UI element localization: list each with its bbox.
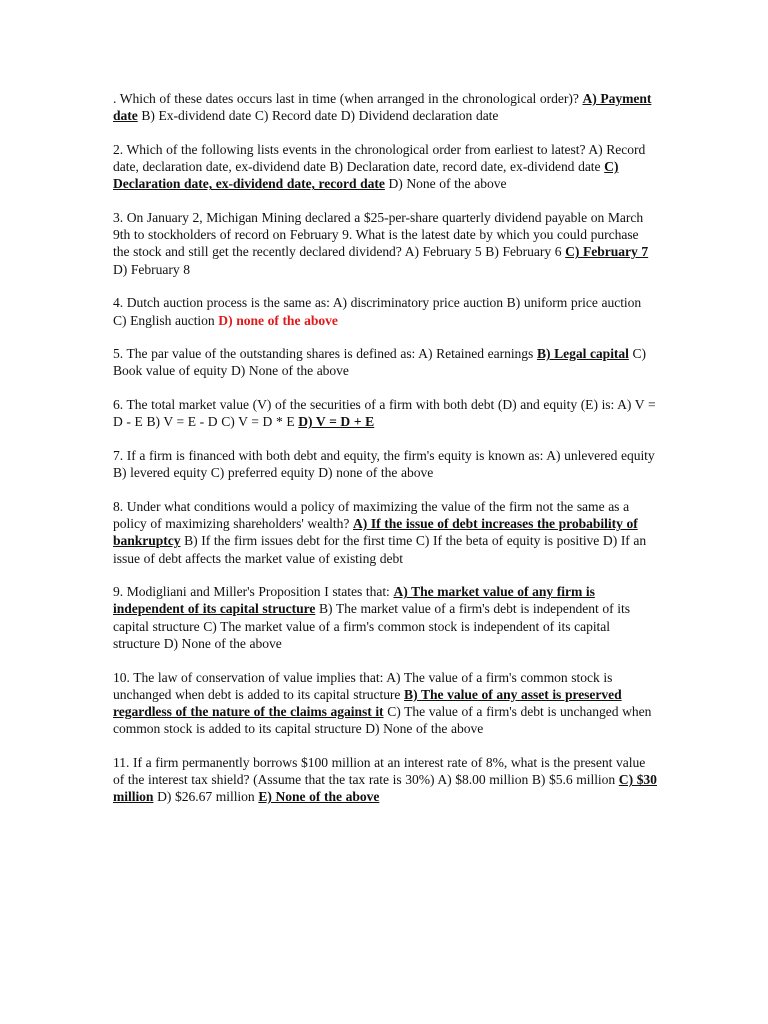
correct-answer: C) $30 million [113,772,657,805]
question-options: D) February 8 [113,261,190,277]
question-2 [113,141,658,193]
question-text: 10. The law of conservation of value implies that: A) The value of a firm's common stock is unchanged when debt is added to its capital structure [113,669,613,702]
question-options: D) $26.67 million [153,789,259,805]
correct-answer-2: E) None of the above [258,789,380,805]
question-5 [113,345,658,379]
question-7 [113,447,658,481]
question-text: 3. On January 2, Michigan Mining declared a $25-per-share quarterly dividend payable on March 9th to stockholders of record on February 9. What is the latest date by which you could purchase the stock and still get the recently declared dividend? A) February 5 B) February 6 [113,210,644,260]
correct-answer: B) Legal capital [536,346,629,362]
correct-answer: D) none of the above [218,312,338,328]
question-10 [113,669,658,738]
correct-answer: C) Declaration date, ex-dividend date, record date [113,159,619,192]
question-options: B) The market value of a firm's debt is independent of its capital structure C) The market value of a firm's common stock is independent of its capital structure D) None of the above [113,601,630,651]
question-text: 11. If a firm permanently borrows $100 million at an interest rate of 8%, what is the present value of the interest tax shield? (Assume that the tax rate is 30%) A) $8.00 million B) $5.6 million [113,754,646,788]
correct-answer: A) The market value of any firm is independent of its capital structure [113,584,595,617]
question-text: . Which of these dates occurs last in time (when arranged in the chronological order)? [113,91,583,106]
question-9 [113,583,658,652]
correct-answer: C) February 7 [565,244,649,260]
question-options: C) Book value of equity D) None of the above [113,346,647,379]
correct-answer: A) Payment date [113,91,652,124]
question-text: 5. The par value of the outstanding shares is defined as: A) Retained earnings [113,346,537,362]
question-text: 4. Dutch auction process is the same as: A) discriminatory price auction B) uniform price auction C) English auction [113,295,642,328]
question-options: D) None of the above [384,176,507,192]
question-8 [113,498,658,567]
question-4 [113,294,658,328]
question-text: 9. Modigliani and Miller's Proposition I states that: [113,584,394,600]
question-options: C) The value of a firm's debt is unchanged when common stock is added to its capital structure D) None of the above [113,703,652,737]
question-text: 8. Under what conditions would a policy of maximizing the value of the firm not the same as a policy of maximizing shareholders' wealth? [113,498,630,532]
question-6 [113,396,658,430]
question-3 [113,209,658,278]
question-options: B) Ex-dividend date C) Record date D) Dividend declaration date [137,108,499,124]
question-text: 2. Which of the following lists events in the chronological order from earliest to latest? A) Record date, declaration date, ex-dividend date B) Declaration date, record date, ex-dividend date [113,141,646,175]
question-text: 7. If a firm is financed with both debt and equity, the firm's equity is known as: A) unlevered equity B) levered equity C) preferred equity D) none of the above [113,448,655,481]
question-1 [113,90,658,124]
correct-answer: A) If the issue of debt increases the probability of bankruptcy [113,516,638,549]
correct-answer: B) The value of any asset is preserved regardless of the nature of the claims against it [113,686,622,719]
correct-answer: D) V = D + E [298,414,375,430]
question-text: 6. The total market value (V) of the securities of a firm with both debt (D) and equity (E) is: A) V = D - E B) V = E - D C) V = D * E [113,397,656,430]
question-options: B) If the firm issues debt for the first time C) If the beta of equity is positive D) If an issue of debt affects the market value of existing debt [113,533,647,566]
question-11 [113,754,658,806]
